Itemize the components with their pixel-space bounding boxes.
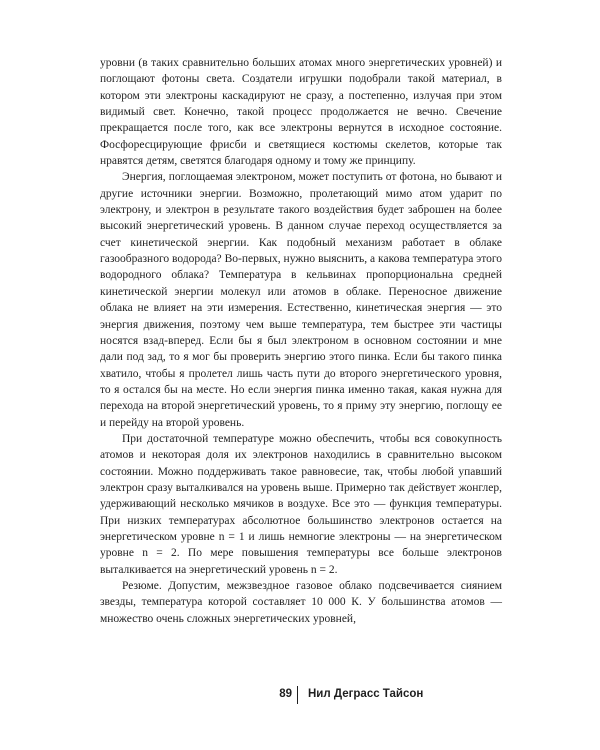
paragraph-3: При достаточной температуре можно обеспечить, чтобы вся совокупность атомов и некоторая доля их электронов находились в сравнительно высоком состоянии. Можно поддерживать такое равновесие, так, чтобы любой упавший электрон сразу выталкивался на уровень выше. Примерно так действует жонглер, удерживающий несколько мячиков в воздухе. Все это — функция температуры. При низких температурах абсолютное большинство электронов остается на энергетическом уровне n = 1 и лишь немногие электроны — на энергетическом уровне n = 2. По мере повышения температуры все больше электронов выталкивается на энергетический уровень n = 2.	[100, 432, 502, 576]
footer-divider	[297, 686, 298, 704]
paragraph-2: Энергия, поглощаемая электроном, может поступить от фотона, но бывают и другие источники энергии. Возможно, пролетающий мимо атом ударит по электрону, и электрон в результате такого воздействия будет заброшен на более высокий энергетический уровень. В данном случае переход осуществляется за счет кинетической энергии. Как подобный механизм работает в облаке газообразного водорода? Во-первых, нужно выяснить, а какова температура этого водородного облака? Температура в кельвинах пропорциональна средней кинетической энергии молекул или атомов в облаке. Переносное движение облака не влияет на эти измерения. Естественно, кинетическая энергия — это энергия движения, поэтому чем выше температура, тем быстрее эти частицы носятся взад-вперед. Если бы я был электроном в основном состоянии и мне дали под зад, то я мог бы проверить энергию этого пинка. Если бы такого пинка хватило, чтобы я пролетел лишь часть пути до второго энергетического уровня, то я остался бы на месте. Но если энергия пинка именно такая, какая нужна для перехода на второй энергетический уровень, то я приму эту энергию, поглощу ее и перейду на второй уровень.	[100, 171, 502, 429]
page-footer	[0, 686, 600, 706]
paragraph-4: Резюме. Допустим, межзвездное газовое облако подсвечивается сиянием звезды, температура которой составляет 10 000 К. У большинства атомов — множество очень сложных энергетических уровней,	[100, 580, 502, 625]
page-number: 89	[279, 688, 292, 700]
paragraph-1: уровни (в таких сравнительно больших атомах много энергетических уровней) и поглощают фотоны света. Создатели игрушки подобрали такой материал, в котором эти электроны каскадируют не сразу, а постепенно, излучая при этом видимый свет. Конечно, такой процесс продолжается не вечно. Свечение прекращается после того, как все электроны вернутся в исходное состояние. Фосфоресцирующие фрисби и светящиеся костюмы скелетов, которые так нравятся детям, светятся благодаря одному и тому же принципу.	[100, 57, 502, 168]
running-title: Нил Деграсс Тайсон	[308, 688, 424, 700]
body-text	[100, 55, 502, 627]
